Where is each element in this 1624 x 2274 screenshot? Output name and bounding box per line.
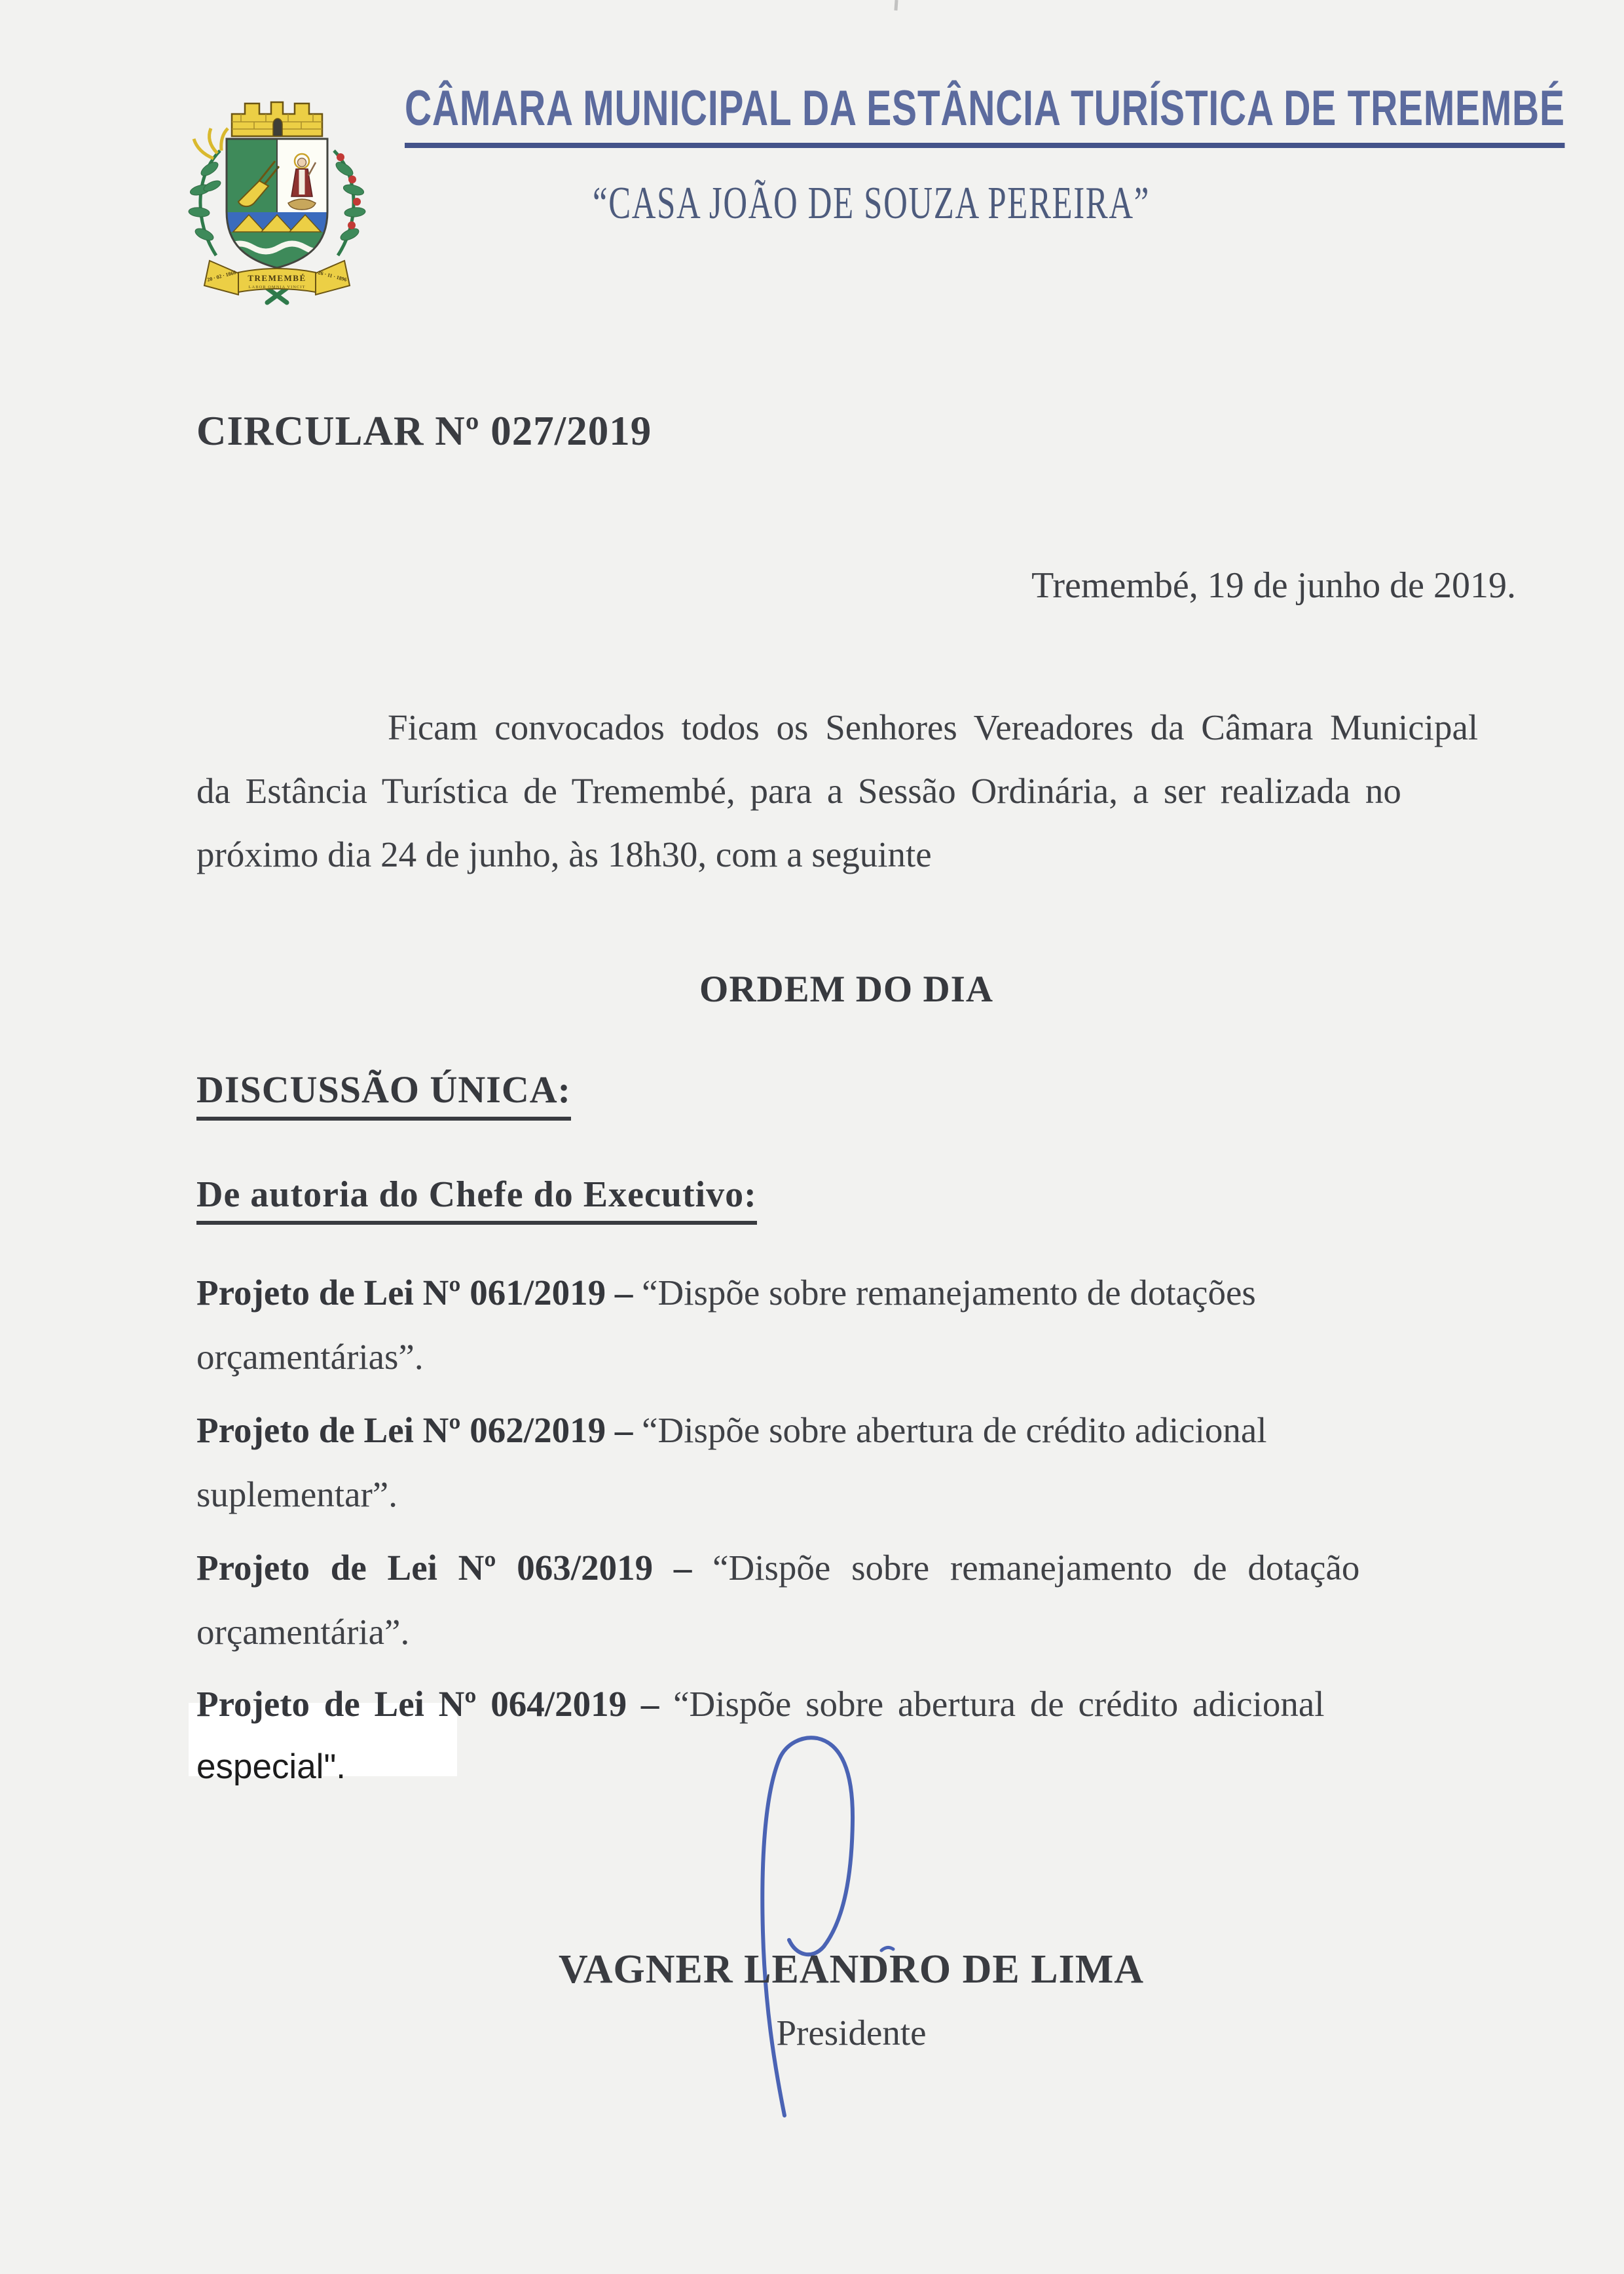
header: [405, 81, 1624, 148]
header-subtitle: “CASA JOÃO DE SOUZA PEREIRA”: [593, 178, 1150, 229]
dash-separator: –: [673, 1548, 692, 1588]
discussion-heading-text: DISCUSSÃO ÚNICA:: [196, 1068, 571, 1121]
signatory-role: Presidente: [776, 2013, 927, 2053]
project-number: Projeto de Lei Nº 063/2019: [196, 1548, 654, 1588]
project-item-062: [196, 1398, 1496, 1527]
project-line: orçamentárias”.: [196, 1337, 424, 1377]
project-line: suplementar”.: [196, 1474, 397, 1514]
project-description: “Dispõe sobre remanejamento de dotações: [642, 1273, 1256, 1313]
crossed-branches-icon: [267, 288, 287, 303]
authorship-heading-text: De autoria do Chefe do Executivo:: [196, 1174, 757, 1225]
intro-paragraph: [196, 696, 1496, 886]
mural-crown-icon: [232, 102, 322, 136]
left-branch-icon: [188, 128, 228, 255]
project-line: [196, 1536, 1496, 1600]
signatory-name: VAGNER LEANDRO DE LIMA: [558, 1947, 1145, 1992]
authorship-heading: [196, 1174, 757, 1225]
page-title: CÂMARA MUNICIPAL DA ESTÂNCIA TURÍSTICA DE TREMEMBÉ: [405, 84, 1565, 148]
dash-separator: –: [640, 1684, 659, 1724]
project-description: “Dispõe sobre abertura de crédito adicional: [642, 1410, 1267, 1450]
patched-word: especial".: [196, 1747, 346, 1786]
agenda-title: ORDEM DO DIA: [699, 969, 993, 1010]
project-line: [196, 1398, 1496, 1463]
ribbon-city-name: TREMEMBÉ: [248, 273, 306, 283]
project-description: “Dispõe sobre remanejamento de dotação: [712, 1548, 1360, 1588]
ribbon-motto: LABOR OMNIA VINCIT: [248, 285, 306, 289]
ribbon-date-right: 26 · 11 · 1896: [317, 269, 348, 283]
scan-artifact: [894, 0, 898, 10]
project-line: [196, 1261, 1496, 1325]
project-item-061: [196, 1261, 1496, 1389]
dash-separator: –: [614, 1410, 633, 1450]
project-item-063: [196, 1536, 1496, 1664]
project-description: “Dispõe sobre abertura de crédito adicional: [673, 1684, 1325, 1724]
discussion-heading: [196, 1068, 571, 1121]
coat-of-arms: [175, 77, 378, 307]
project-number: Projeto de Lei Nº 064/2019: [196, 1684, 627, 1724]
project-line: orçamentária”.: [196, 1612, 410, 1652]
shield-icon: [227, 139, 327, 271]
intro-line-2: da Estância Turística de Tremembé, para a Sessão Ordinária, a ser realizada no: [196, 771, 1401, 811]
right-branch-icon: [334, 151, 366, 255]
date-line: Tremembé, 19 de junho de 2019.: [1031, 565, 1516, 606]
circular-number: CIRCULAR Nº 027/2019: [196, 408, 652, 454]
project-line: [196, 1736, 1496, 1797]
intro-line-1: Ficam convocados todos os Senhores Vereadores da Câmara Municipal: [388, 707, 1479, 747]
project-item-064: [196, 1672, 1496, 1797]
project-line: [196, 1672, 1496, 1736]
dash-separator: –: [614, 1273, 633, 1313]
intro-line-3: próximo dia 24 de junho, às 18h30, com a seguinte: [196, 834, 932, 874]
project-number: Projeto de Lei Nº 062/2019: [196, 1410, 606, 1450]
ribbon-date-left: 20 · 02 · 1866: [206, 269, 237, 283]
project-number: Projeto de Lei Nº 061/2019: [196, 1273, 606, 1313]
